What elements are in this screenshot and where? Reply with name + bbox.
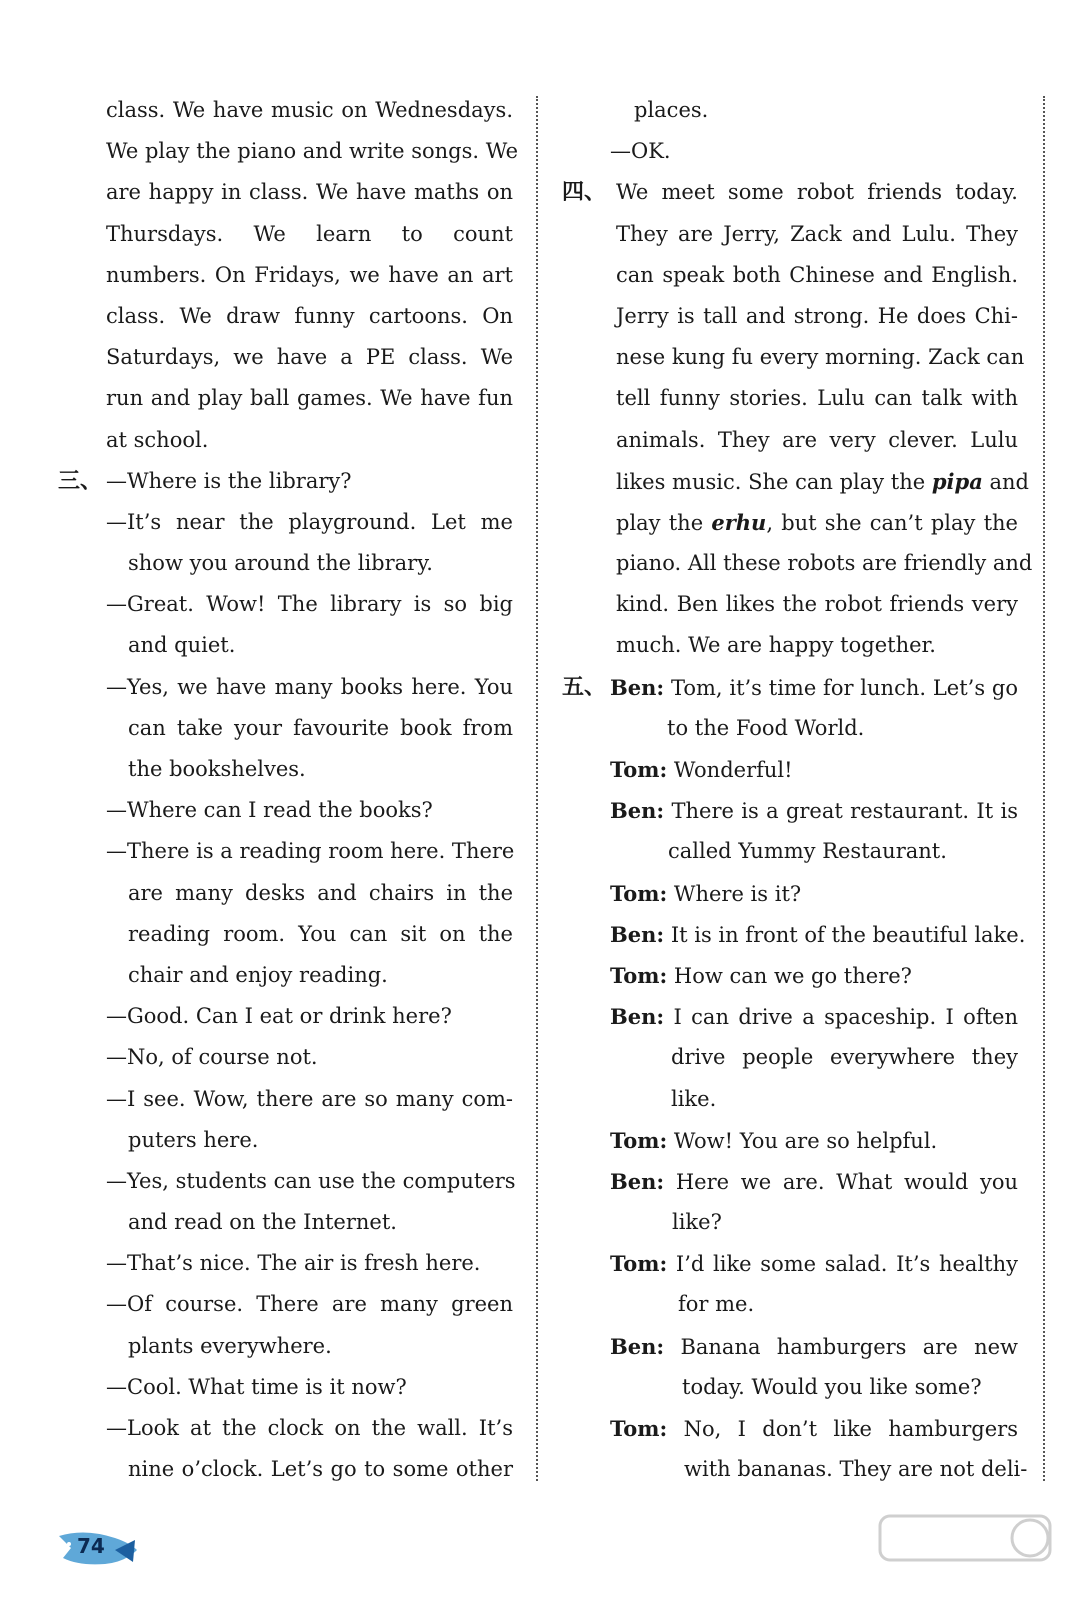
- text-line: [562, 461, 1029, 502]
- line-text: play the: [616, 510, 704, 535]
- line-text: piano. All these robots are friendly and: [616, 551, 1033, 576]
- line-text: can speak both Chinese and English.: [616, 262, 1018, 287]
- line-text: —Where can I read the books?: [106, 798, 433, 823]
- text-line: [58, 1449, 513, 1490]
- text-line: [562, 831, 1018, 872]
- watermark-logo: [870, 1510, 1070, 1592]
- text-line: [562, 873, 1018, 914]
- line-text: puters here.: [128, 1127, 259, 1152]
- text-line: [58, 296, 513, 337]
- line-text: Saturdays, we have a PE class. We: [106, 345, 513, 370]
- speaker-label: Ben:: [610, 1333, 665, 1359]
- right-margin-divider: [1043, 96, 1045, 1481]
- line-text: likes music. She can play the: [616, 469, 926, 494]
- line-text: , but she can’t play the: [766, 510, 1018, 535]
- text-line: [562, 625, 1018, 666]
- line-text: We play the piano and write songs. We: [106, 139, 519, 164]
- line-text: There is a great restaurant. It is: [664, 799, 1018, 824]
- line-text: I can drive a spaceship. I often: [664, 1005, 1018, 1030]
- line-text: at school.: [106, 427, 209, 452]
- text-line: [58, 667, 513, 708]
- line-text: class. We draw funny cartoons. On: [106, 303, 513, 328]
- page-number-badge: [55, 1528, 145, 1568]
- speaker-label: Ben:: [610, 674, 665, 700]
- text-line: [562, 955, 1018, 996]
- line-text: for me.: [678, 1292, 755, 1317]
- text-line: [562, 914, 1026, 955]
- text-line: [58, 1408, 513, 1449]
- text-line: [562, 214, 1018, 255]
- italic-term: pipa: [931, 468, 983, 494]
- text-line: [562, 1243, 1018, 1284]
- line-text: —Great. Wow! The library is so big: [106, 592, 513, 617]
- text-line: [58, 420, 513, 461]
- text-line: [58, 1284, 513, 1325]
- text-line: [58, 873, 513, 914]
- text-line: [562, 1326, 1018, 1367]
- line-text: —No, of course not.: [106, 1045, 318, 1070]
- speaker-label: Tom:: [610, 1416, 668, 1441]
- text-line: [562, 584, 1018, 625]
- text-line: [58, 131, 519, 172]
- line-text: nese kung fu every morning. Zack can: [616, 345, 1025, 370]
- line-text: —It’s near the playground. Let me: [106, 509, 513, 534]
- line-text: —Where is the library?: [106, 468, 352, 493]
- text-line: [58, 337, 513, 378]
- text-line: [58, 1120, 513, 1161]
- text-line: [58, 831, 513, 872]
- speaker-label: Ben:: [610, 798, 665, 824]
- speaker-label: Tom:: [610, 757, 668, 782]
- text-line: [562, 1449, 1028, 1490]
- text-line: [562, 420, 1018, 461]
- text-line: [58, 1079, 513, 1120]
- text-line: [562, 1161, 1018, 1202]
- text-line: [562, 1079, 1018, 1120]
- line-text: and read on the Internet.: [128, 1210, 397, 1235]
- text-line: [58, 1037, 513, 1078]
- line-text: I’d like some salad. It’s healthy: [667, 1252, 1018, 1277]
- line-text: class. We have music on Wednesdays.: [106, 98, 513, 122]
- line-text: like?: [672, 1210, 722, 1235]
- line-text: —Yes, students can use the computers: [106, 1168, 516, 1193]
- line-text: —There is a reading room here. There: [106, 839, 515, 864]
- text-line: [58, 1161, 516, 1202]
- line-text: —Of course. There are many green: [106, 1292, 513, 1317]
- text-line: [562, 708, 1018, 749]
- line-text: and quiet.: [128, 633, 236, 658]
- line-text: can take your favourite book from: [128, 715, 513, 740]
- line-text: reading room. You can sit on the: [128, 921, 513, 946]
- text-line: [58, 214, 513, 255]
- line-text: —I see. Wow, there are so many com-: [106, 1086, 513, 1111]
- text-line: [562, 1037, 1018, 1078]
- text-line: [562, 1408, 1018, 1449]
- text-line: [58, 90, 513, 131]
- section-marker: 五、: [562, 673, 607, 700]
- text-line: [562, 255, 1018, 296]
- text-line: [58, 914, 513, 955]
- line-text: We meet some robot friends today.: [616, 180, 1018, 205]
- text-line: [562, 1202, 1018, 1243]
- line-text: plants everywhere.: [128, 1333, 332, 1358]
- text-line: [562, 337, 1025, 378]
- speaker-label: Tom:: [610, 1251, 668, 1277]
- text-line: [562, 378, 1018, 419]
- text-line: [562, 131, 1018, 172]
- text-line: [562, 1120, 1018, 1161]
- text-line: [562, 1367, 1018, 1408]
- text-line: [562, 296, 1018, 337]
- text-line: [58, 790, 513, 831]
- text-line: [58, 1243, 513, 1284]
- speaker-label: Ben:: [610, 1004, 665, 1030]
- line-text: nine o’clock. Let’s go to some other: [128, 1457, 513, 1482]
- line-text: numbers. On Fridays, we have an art: [106, 262, 513, 287]
- text-line: [58, 708, 513, 749]
- line-text: to the Food World.: [667, 715, 865, 740]
- text-line: [58, 955, 513, 996]
- page-number: 74: [77, 1534, 105, 1558]
- line-text: animals. They are very clever. Lulu: [616, 427, 1018, 452]
- line-text: tell funny stories. Lulu can talk with: [616, 386, 1018, 411]
- line-text: —Good. Can I eat or drink here?: [106, 1004, 452, 1029]
- text-line: [58, 1326, 513, 1367]
- line-text: Here we are. What would you: [664, 1169, 1018, 1194]
- text-line: [562, 90, 1018, 131]
- section-marker: 三、: [58, 467, 103, 494]
- line-text: today. Would you like some?: [682, 1374, 982, 1399]
- line-text: No, I don’t like hamburgers: [667, 1417, 1018, 1441]
- right-column: [562, 90, 1033, 1490]
- line-text: How can we go there?: [667, 963, 912, 988]
- line-text: They are Jerry, Zack and Lulu. They: [616, 221, 1018, 246]
- line-text: —Yes, we have many books here. You: [106, 674, 513, 699]
- line-text: —That’s nice. The air is fresh here.: [106, 1251, 481, 1276]
- text-line: [562, 172, 1018, 213]
- text-line: [562, 1284, 1018, 1325]
- line-text: Wow! You are so helpful.: [667, 1128, 938, 1153]
- text-line: [58, 378, 513, 419]
- line-text: —OK.: [610, 139, 671, 164]
- line-text: Thursdays. We learn to count: [106, 221, 513, 246]
- speaker-label: Ben:: [610, 1168, 665, 1194]
- column-divider: [536, 96, 538, 1481]
- line-text: Banana hamburgers are new: [664, 1334, 1018, 1359]
- line-text: drive people everywhere they: [671, 1045, 1018, 1070]
- speaker-label: Ben:: [610, 921, 665, 947]
- line-text: chair and enjoy reading.: [128, 962, 388, 987]
- line-text: with bananas. They are not deli-: [684, 1457, 1028, 1482]
- line-text: Jerry is tall and strong. He does Chi-: [616, 303, 1018, 328]
- text-line: [562, 543, 1033, 584]
- line-text: much. We are happy together.: [616, 633, 936, 658]
- text-line: [58, 172, 513, 213]
- line-text: and: [982, 469, 1029, 494]
- text-line: [562, 996, 1018, 1037]
- line-text: run and play ball games. We have fun: [106, 386, 513, 411]
- line-text: Wonderful!: [667, 758, 793, 782]
- line-text: are many desks and chairs in the: [128, 880, 513, 905]
- italic-term: erhu: [711, 509, 767, 535]
- line-text: Where is it?: [667, 881, 802, 906]
- line-text: It is in front of the beautiful lake.: [664, 922, 1026, 947]
- text-line: [562, 749, 1018, 790]
- text-line: [58, 502, 513, 543]
- speaker-label: Tom:: [610, 1127, 668, 1153]
- text-line: [58, 543, 513, 584]
- text-line: [58, 584, 513, 625]
- text-line: [562, 667, 1018, 708]
- line-text: —Cool. What time is it now?: [106, 1374, 407, 1399]
- section-marker: 四、: [562, 179, 607, 206]
- line-text: called Yummy Restaurant.: [668, 839, 947, 864]
- text-line: [58, 996, 513, 1037]
- text-line: [562, 502, 1018, 543]
- line-text: the bookshelves.: [128, 757, 306, 781]
- text-line: [58, 255, 513, 296]
- text-line: [58, 461, 513, 502]
- line-text: kind. Ben likes the robot friends very: [616, 592, 1018, 617]
- line-text: —Look at the clock on the wall. It’s: [106, 1416, 513, 1440]
- left-column: [58, 90, 519, 1490]
- line-text: are happy in class. We have maths on: [106, 180, 513, 205]
- line-text: places.: [634, 98, 709, 122]
- text-line: [58, 625, 513, 666]
- speaker-label: Tom:: [610, 880, 668, 906]
- text-line: [58, 1202, 513, 1243]
- text-line: [562, 790, 1018, 831]
- line-text: like.: [671, 1086, 717, 1111]
- line-text: Tom, it’s time for lunch. Let’s go: [664, 675, 1018, 700]
- speaker-label: Tom:: [610, 962, 668, 988]
- text-line: [58, 749, 513, 790]
- text-line: [58, 1367, 513, 1408]
- line-text: show you around the library.: [128, 551, 433, 576]
